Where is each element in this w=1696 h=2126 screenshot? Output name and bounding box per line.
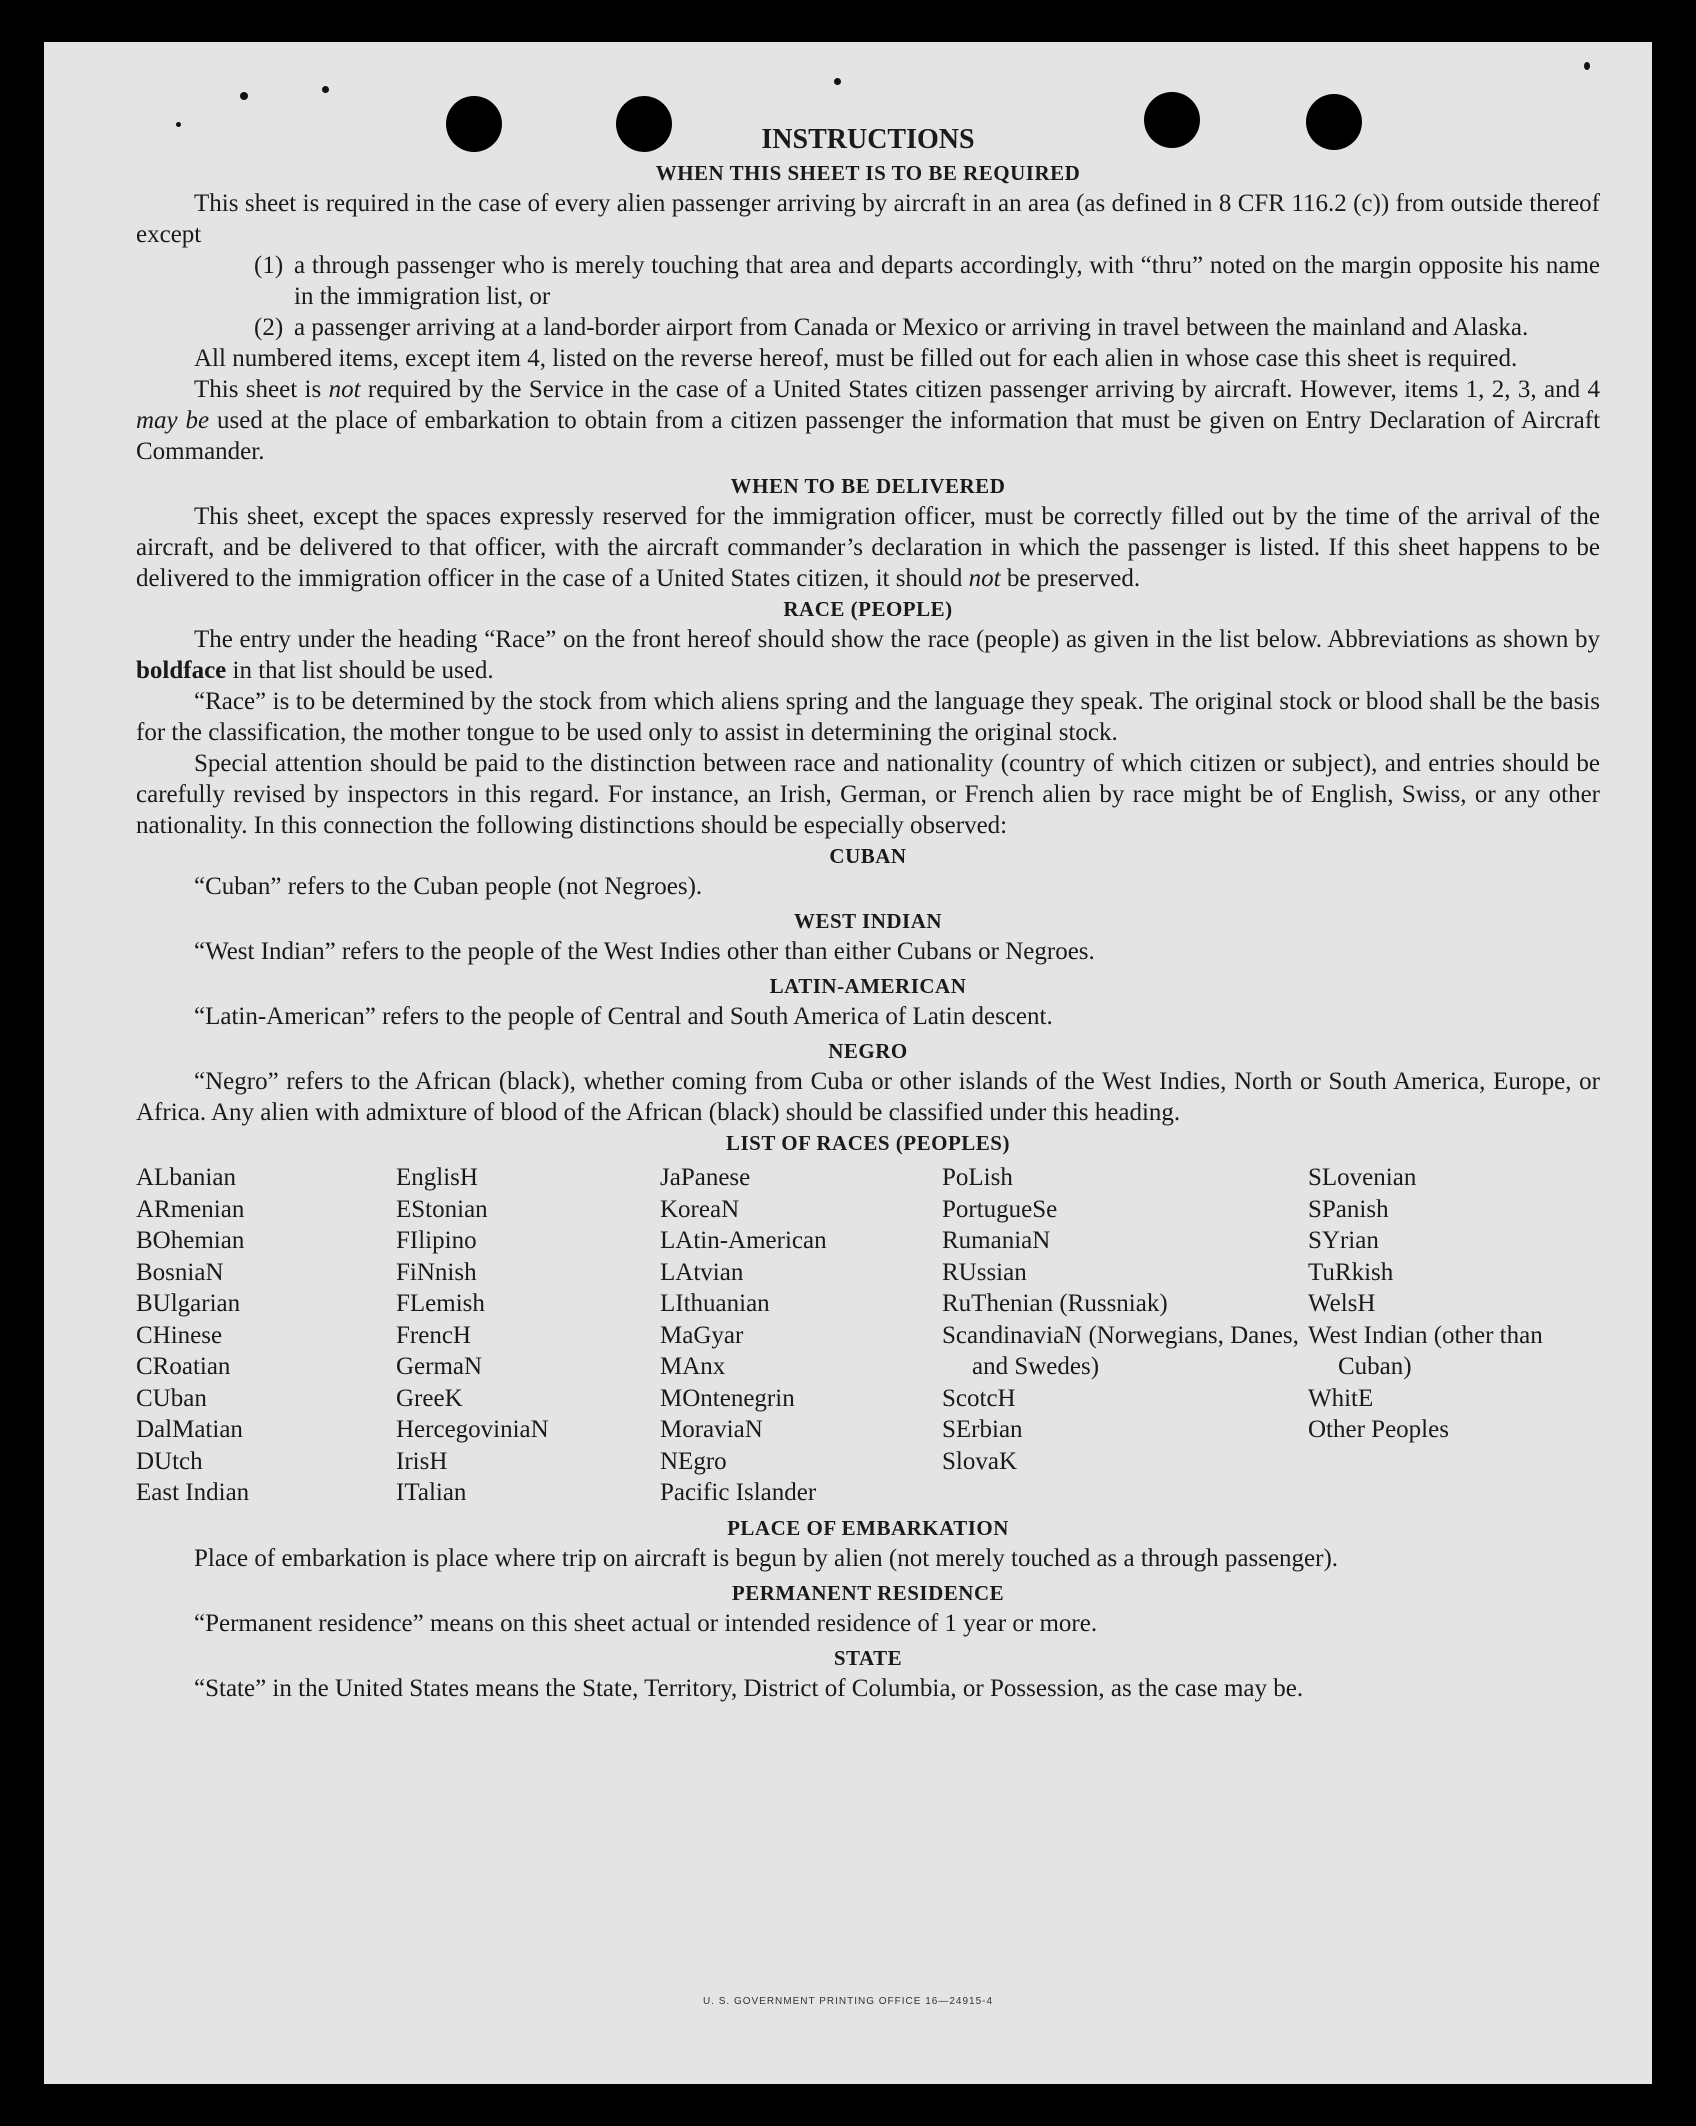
section-heading-cuban: CUBAN xyxy=(829,844,907,868)
paragraph xyxy=(136,374,1600,467)
text-run: This sheet, except the spaces expressly reserved for the immigration officer, must be correctly filled out by the time of the arrival of the aircraft, and be delivered to that officer, with the aircraft commander’s declaration in which the passenger is listed. If this sheet happens to be delivered to the immigration officer in the case of a United States citizen, it should xyxy=(136,503,1600,592)
race-item: Other Peoples xyxy=(1308,1416,1449,1443)
races-column xyxy=(396,1162,660,1509)
race-item: MAnx xyxy=(660,1353,726,1380)
race-item: CUban xyxy=(136,1384,207,1412)
race-item: FLemish xyxy=(396,1290,485,1317)
section-heading-race: RACE (PEOPLE) xyxy=(783,597,953,621)
paragraph xyxy=(136,501,1600,594)
race-item: TuRkish xyxy=(1308,1258,1394,1286)
paragraph: “Permanent residence” means on this sheet actual or intended residence of 1 year or more. xyxy=(194,1609,1098,1637)
paragraph: “Negro” refers to the African (black), whether coming from Cuba or other islands of the West Indies, North or South America, Europe, or Africa. Any alien with admixture of blood of the African (black) should be classified under this heading. xyxy=(136,1068,1600,1126)
race-item: LIthuanian xyxy=(660,1290,770,1317)
race-item: RumaniaN xyxy=(942,1227,1051,1254)
paragraph: Special attention should be paid to the distinction between race and nationality (country of which citizen or subject), and entries should be carefully revised by inspectors in this regard. For instance, an Irish, German, or French alien by race might be of English, Swiss, or any other nationality. In this connection the following distinctions should be especially observed: xyxy=(136,750,1600,839)
races-column xyxy=(1308,1162,1600,1509)
emphasis: may be xyxy=(136,407,210,434)
section-heading-embarkation: PLACE OF EMBARKATION xyxy=(727,1515,1009,1540)
race-item: KoreaN xyxy=(660,1195,740,1223)
race-item: FIlipino xyxy=(396,1227,477,1254)
speck xyxy=(322,86,329,93)
paragraph xyxy=(136,624,1600,686)
race-item: GreeK xyxy=(396,1384,463,1412)
section-heading-latin-american: LATIN-AMERICAN xyxy=(769,974,967,998)
race-item: ARmenian xyxy=(136,1195,245,1223)
race-item: GermaN xyxy=(396,1353,483,1380)
instructions-content xyxy=(136,122,1600,1704)
race-item: HercegoviniaN xyxy=(396,1416,549,1443)
section-heading-west-indian: WEST INDIAN xyxy=(793,909,943,933)
document-sheet xyxy=(44,42,1652,2084)
race-item: CHinese xyxy=(136,1321,223,1349)
race-item: ALbanian xyxy=(136,1164,236,1191)
race-item: ITalian xyxy=(396,1479,467,1506)
exception-item xyxy=(136,312,1600,343)
race-item: NEgro xyxy=(660,1447,727,1475)
section-heading-required: WHEN THIS SHEET IS TO BE REQUIRED xyxy=(655,161,1081,185)
race-item: CRoatian xyxy=(136,1353,231,1380)
text-run: The entry under the heading “Race” on the front hereof should show the race (people) as given in the list below. Abbreviations as shown by xyxy=(194,626,1600,653)
race-item: FrencH xyxy=(396,1321,471,1349)
race-item: ScandinaviaN (Norwegians, Danes, and Swedes) xyxy=(942,1321,1299,1380)
race-item: BUlgarian xyxy=(136,1290,241,1317)
race-item: PortugueSe xyxy=(942,1195,1058,1223)
item-number: (1) xyxy=(254,252,284,279)
text-run: used at the place of embarkation to obtain from a citizen passenger the information that must be given on Entry Declaration of Aircraft Commander. xyxy=(136,407,1601,465)
section-heading-delivered: WHEN TO BE DELIVERED xyxy=(730,474,1006,498)
exception-item xyxy=(136,250,1600,312)
speck xyxy=(240,92,248,100)
text-run: in that list should be used. xyxy=(226,657,494,684)
races-column xyxy=(660,1162,942,1509)
race-item: DalMatian xyxy=(136,1416,243,1443)
emphasis: not xyxy=(968,565,1001,592)
race-item: JaPanese xyxy=(660,1164,751,1191)
paragraph: Place of embarkation is place where trip on aircraft is begun by alien (not merely touched as a through passenger). xyxy=(194,1544,1339,1572)
speck xyxy=(1584,62,1590,70)
section-heading-races-list: LIST OF RACES (PEOPLES) xyxy=(726,1131,1010,1155)
paragraph: “Race” is to be determined by the stock from which aliens spring and the language they speak. The original stock or blood shall be the basis for the classification, the mother tongue to be used only to assist in determining the original stock. xyxy=(136,688,1600,746)
text-run: be preserved. xyxy=(1000,565,1141,592)
race-item: ScotcH xyxy=(942,1384,1016,1412)
section-heading-state: STATE xyxy=(833,1645,903,1670)
race-item: IrisH xyxy=(396,1447,448,1475)
section-heading-residence: PERMANENT RESIDENCE xyxy=(731,1580,1005,1605)
race-item: SYrian xyxy=(1308,1227,1379,1254)
race-item: BosniaN xyxy=(136,1258,224,1286)
speck xyxy=(834,78,841,85)
race-item: SPanish xyxy=(1308,1195,1389,1223)
race-item: LAtin-American xyxy=(660,1227,827,1254)
race-item: SLovenian xyxy=(1308,1164,1417,1191)
races-column xyxy=(136,1162,396,1509)
race-item: SlovaK xyxy=(942,1447,1017,1475)
race-item: East Indian xyxy=(136,1479,250,1506)
page-title: INSTRUCTIONS xyxy=(761,124,975,155)
printer-imprint: U. S. GOVERNMENT PRINTING OFFICE 16—24915-4 xyxy=(702,1996,994,2007)
paragraph: This sheet is required in the case of every alien passenger arriving by aircraft in an area (as defined in 8 CFR 116.2 (c)) from outside thereof except xyxy=(136,190,1600,248)
paragraph: “Latin-American” refers to the people of Central and South America of Latin descent. xyxy=(194,1003,1053,1030)
race-item: West Indian (other than Cuban) xyxy=(1308,1321,1543,1380)
race-item: EStonian xyxy=(396,1195,488,1223)
paragraph: “Cuban” refers to the Cuban people (not Negroes). xyxy=(194,873,703,900)
text-run: required by the Service in the case of a United States citizen passenger arriving by aircraft. However, items 1, 2, 3, and 4 xyxy=(360,376,1600,403)
paragraph: “West Indian” refers to the people of the West Indies other than either Cubans or Negroes. xyxy=(194,938,1095,965)
item-text: a passenger arriving at a land-border airport from Canada or Mexico or arriving in travel between the mainland and Alaska. xyxy=(294,314,1529,341)
races-list xyxy=(136,1162,1600,1509)
text-run: This sheet is xyxy=(194,376,329,403)
item-number: (2) xyxy=(254,314,284,341)
race-item: MaGyar xyxy=(660,1321,744,1349)
races-column xyxy=(942,1162,1308,1509)
race-item: WelsH xyxy=(1308,1290,1376,1317)
paragraph: All numbered items, except item 4, listed on the reverse hereof, must be filled out for each alien in whose case this sheet is required. xyxy=(194,345,1518,372)
paragraph: “State” in the United States means the State, Territory, District of Columbia, or Possession, as the case may be. xyxy=(194,1674,1304,1702)
race-item: WhitE xyxy=(1308,1384,1374,1412)
race-item: RUssian xyxy=(942,1258,1027,1286)
race-item: EnglisH xyxy=(396,1164,478,1191)
bold-text: boldface xyxy=(136,657,227,684)
race-item: MoraviaN xyxy=(660,1416,763,1443)
race-item: RuThenian (Russniak) xyxy=(942,1290,1168,1317)
race-item: MOntenegrin xyxy=(660,1384,795,1412)
race-item: PoLish xyxy=(942,1164,1013,1191)
section-heading-negro: NEGRO xyxy=(828,1039,908,1063)
item-text: a through passenger who is merely touching that area and departs accordingly, with “thru” noted on the margin opposite his name in the immigration list, or xyxy=(294,252,1600,310)
emphasis: not xyxy=(328,376,361,403)
race-item: DUtch xyxy=(136,1447,203,1475)
race-item: BOhemian xyxy=(136,1227,245,1254)
race-item: FiNnish xyxy=(396,1258,477,1286)
race-item: SErbian xyxy=(942,1416,1023,1443)
race-item: Pacific Islander xyxy=(660,1479,817,1506)
race-item: LAtvian xyxy=(660,1258,744,1286)
